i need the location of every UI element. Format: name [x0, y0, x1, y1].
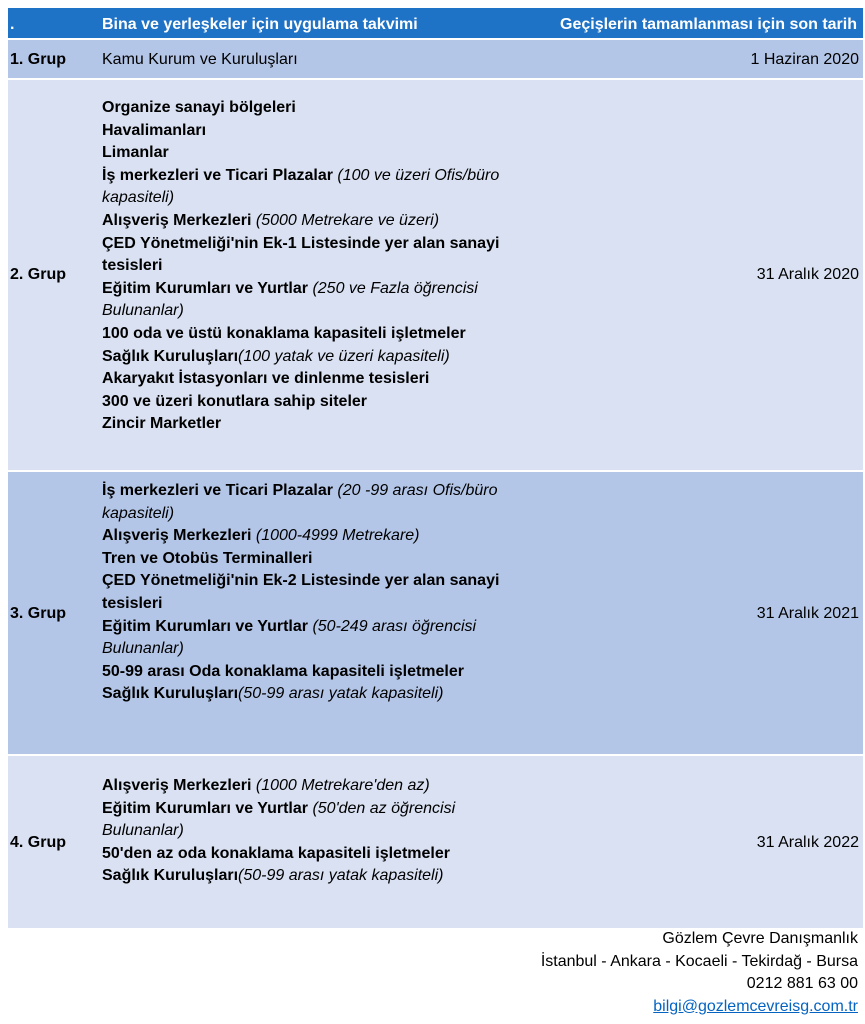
item-title: Tren ve Otobüs Terminalleri: [102, 549, 313, 567]
list-item: [102, 843, 502, 866]
item-title: Sağlık Kuruluşları: [102, 347, 239, 365]
group-items: [102, 97, 502, 436]
schedule-table: [8, 8, 863, 928]
group-deadline: 1 Haziran 2020: [750, 51, 859, 68]
list-item: [102, 278, 502, 323]
item-note: (50'den az öğrencisi Bulunanlar): [102, 799, 456, 840]
list-item: [102, 865, 502, 888]
item-title: ÇED Yönetmeliği'nin Ek-2 Listesinde yer alan sanayi tesisleri: [102, 572, 500, 612]
header-col-0: .: [10, 16, 15, 33]
header-col-deadline: Geçişlerin tamamlanması için son tarih: [560, 16, 857, 33]
list-item: [102, 683, 502, 706]
item-title: Akaryakıt İstasyonları ve dinlenme tesisleri: [102, 370, 430, 388]
item-note: (100 yatak ve üzeri kapasiteli): [238, 347, 450, 365]
list-item: [102, 548, 502, 571]
group-items: [102, 775, 502, 888]
item-title: Eğitim Kurumları ve Yurtlar: [102, 279, 308, 297]
list-item: [102, 661, 502, 684]
item-title: ÇED Yönetmeliği'nin Ek-1 Listesinde yer alan sanayi tesisleri: [102, 234, 500, 275]
list-item: [102, 323, 502, 346]
list-item: [102, 346, 502, 369]
list-item: [102, 142, 502, 165]
group-row-3: [8, 472, 863, 754]
item-title: Eğitim Kurumları ve Yurtlar: [102, 617, 308, 635]
group-row-4: [8, 756, 863, 928]
item-title: Sağlık Kuruluşları: [102, 867, 239, 885]
group-items: [102, 480, 502, 706]
list-item: [102, 480, 502, 525]
item-note: (250 ve Fazla öğrencisi Bulunanlar): [102, 279, 478, 320]
footer-email-link[interactable]: bilgi@gozlemcevreisg.com.tr: [653, 997, 858, 1015]
item-title: Alışveriş Merkezleri: [102, 211, 252, 229]
group-label: 3. Grup: [10, 605, 67, 622]
item-note: (50-249 arası öğrencisi Bulunanlar): [102, 617, 477, 658]
item-note: (20 -99 arası Ofis/büro kapasiteli): [102, 482, 498, 522]
item-note: (1000-4999 Metrekare): [251, 527, 420, 545]
group-row-2: [8, 80, 863, 470]
group-row-1: [8, 40, 863, 78]
item-title: Eğitim Kurumları ve Yurtlar: [102, 799, 308, 817]
item-title: Havalimanları: [102, 121, 207, 139]
group-label: 1. Grup: [10, 51, 67, 68]
list-item: [102, 210, 502, 233]
item-title: 50-99 arası Oda konaklama kapasiteli işletmeler: [102, 662, 464, 680]
item-title: Alışveriş Merkezleri: [102, 777, 252, 794]
group-label: 2. Grup: [10, 266, 67, 283]
list-item: [102, 570, 502, 615]
group-deadline: 31 Aralık 2020: [756, 266, 859, 283]
item-title: 50'den az oda konaklama kapasiteli işletmeler: [102, 844, 450, 862]
item-title: İş merkezleri ve Ticari Plazalar: [102, 166, 333, 184]
header-col-application: Bina ve yerleşkeler için uygulama takvimi: [102, 16, 418, 33]
list-item: [102, 616, 502, 661]
item-title: Sağlık Kuruluşları: [102, 685, 239, 703]
item-title: 300 ve üzeri konutlara sahip siteler: [102, 392, 368, 410]
list-item: [102, 798, 502, 843]
item-note: (5000 Metrekare ve üzeri): [251, 211, 440, 229]
item-note: (1000 Metrekare'den az): [251, 777, 430, 794]
list-item: [102, 775, 502, 798]
group-label: 4. Grup: [10, 834, 67, 851]
item-title: Limanlar: [102, 144, 169, 162]
list-item: [102, 413, 502, 436]
table-header: [8, 8, 863, 38]
item-title: 100 oda ve üstü konaklama kapasiteli işletmeler: [102, 324, 466, 342]
list-item: [102, 368, 502, 391]
list-item: [102, 525, 502, 548]
list-item: [102, 165, 502, 210]
item-note: (50-99 arası yatak kapasiteli): [238, 867, 444, 885]
footer-contact: [541, 928, 858, 1018]
group-deadline: 31 Aralık 2022: [756, 834, 859, 851]
list-item: [102, 120, 502, 143]
item-title: Alışveriş Merkezleri: [102, 527, 252, 545]
list-item: [102, 233, 502, 278]
group-item: Kamu Kurum ve Kuruluşları: [102, 51, 298, 68]
footer-company: Gözlem Çevre Danışmanlık: [662, 930, 858, 947]
list-item: [102, 391, 502, 414]
item-note: (50-99 arası yatak kapasiteli): [238, 685, 444, 703]
footer-phone: 0212 881 63 00: [746, 975, 858, 992]
list-item: [102, 97, 502, 120]
item-note: (100 ve üzeri Ofis/büro kapasiteli): [102, 166, 500, 207]
item-title: Organize sanayi bölgeleri: [102, 99, 296, 116]
item-title: Zincir Marketler: [102, 415, 222, 433]
footer-cities: İstanbul - Ankara - Kocaeli - Tekirdağ - Bursa: [540, 952, 858, 970]
item-title: İş merkezleri ve Ticari Plazalar: [102, 482, 333, 499]
group-deadline: 31 Aralık 2021: [756, 605, 859, 622]
